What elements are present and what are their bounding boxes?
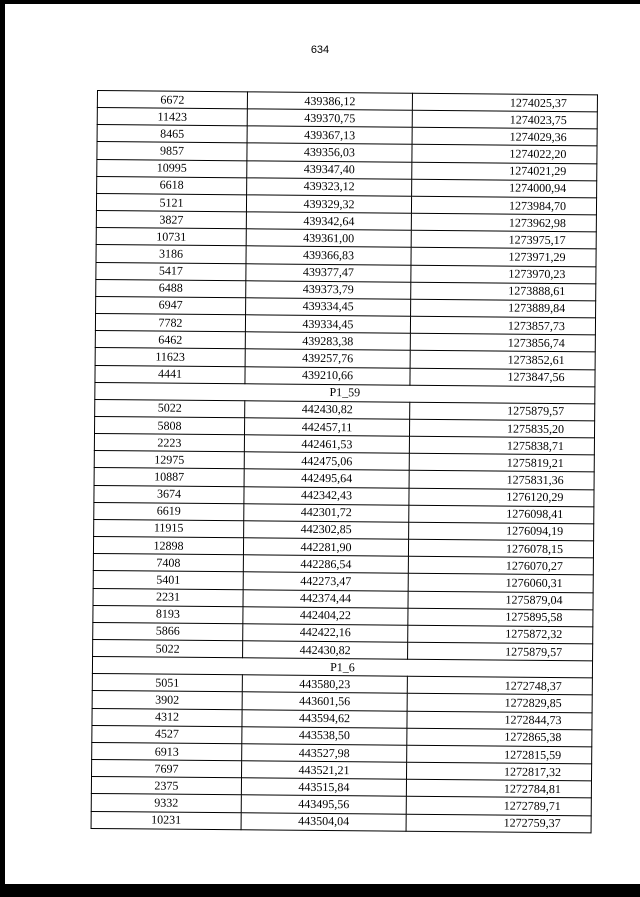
point-id-cell: 5022 — [95, 399, 245, 417]
y-coordinate-cell: 1275879,04 — [408, 591, 593, 610]
y-coordinate-cell: 1275831,36 — [409, 471, 594, 490]
y-coordinate-cell: 1273984,70 — [411, 196, 596, 215]
x-coordinate-cell: 442281,90 — [243, 538, 408, 557]
y-coordinate-cell: 1273971,29 — [411, 248, 596, 267]
coordinates-table-body — [91, 91, 597, 833]
x-coordinate-cell: 439283,38 — [245, 332, 410, 351]
x-coordinate-cell: 439323,12 — [247, 178, 412, 197]
point-id-cell: 5866 — [93, 622, 243, 640]
x-coordinate-cell: 439386,12 — [247, 92, 412, 111]
y-coordinate-cell: 1272844,73 — [407, 711, 592, 730]
y-coordinate-cell: 1276078,15 — [408, 539, 593, 558]
point-id-cell: 10731 — [96, 228, 246, 246]
point-id-cell: 4312 — [92, 708, 242, 726]
y-coordinate-cell: 1276070,27 — [408, 556, 593, 575]
x-coordinate-cell: 443515,84 — [241, 778, 406, 797]
y-coordinate-cell: 1276120,29 — [409, 488, 594, 507]
x-coordinate-cell: 439373,79 — [246, 281, 411, 300]
page-number: 634 — [310, 44, 330, 56]
y-coordinate-cell: 1275872,32 — [408, 625, 593, 644]
y-coordinate-cell: 1275895,58 — [408, 608, 593, 627]
x-coordinate-cell: 443504,04 — [241, 812, 406, 831]
y-coordinate-cell: 1272817,32 — [406, 762, 591, 781]
point-id-cell: 3902 — [92, 691, 242, 709]
point-id-cell: 10231 — [91, 811, 241, 830]
y-coordinate-cell: 1275835,20 — [409, 419, 594, 438]
y-coordinate-cell: 1272748,37 — [407, 677, 592, 696]
point-id-cell: 6947 — [96, 296, 246, 314]
point-id-cell: 4527 — [92, 725, 242, 743]
y-coordinate-cell: 1273847,56 — [410, 368, 595, 387]
y-coordinate-cell: 1274022,20 — [412, 145, 597, 164]
y-coordinate-cell: 1272759,37 — [406, 814, 591, 833]
x-coordinate-cell: 442457,11 — [244, 418, 409, 437]
y-coordinate-cell: 1276098,41 — [409, 505, 594, 524]
x-coordinate-cell: 442273,47 — [243, 572, 408, 591]
point-id-cell: 3827 — [96, 211, 246, 229]
x-coordinate-cell: 442430,82 — [245, 401, 410, 420]
point-id-cell: 11623 — [95, 348, 245, 366]
y-coordinate-cell: 1273852,61 — [410, 351, 595, 370]
point-id-cell: 2375 — [91, 777, 241, 795]
x-coordinate-cell: 442430,82 — [243, 641, 408, 660]
point-id-cell: 7782 — [95, 314, 245, 332]
y-coordinate-cell: 1273856,74 — [410, 333, 595, 352]
x-coordinate-cell: 442461,53 — [244, 435, 409, 454]
y-coordinate-cell: 1273889,84 — [411, 299, 596, 318]
x-coordinate-cell: 442301,72 — [244, 504, 409, 523]
x-coordinate-cell: 443538,50 — [242, 727, 407, 746]
scan-border-left — [0, 0, 5, 897]
point-id-cell: 7408 — [93, 554, 243, 572]
point-id-cell: 5051 — [92, 674, 242, 692]
x-coordinate-cell: 442475,06 — [244, 452, 409, 471]
x-coordinate-cell: 439356,03 — [247, 143, 412, 162]
point-id-cell: 7697 — [92, 760, 242, 778]
x-coordinate-cell: 442342,43 — [244, 486, 409, 505]
point-id-cell: 5401 — [93, 571, 243, 589]
x-coordinate-cell: 443580,23 — [242, 675, 407, 694]
y-coordinate-cell: 1273975,17 — [411, 230, 596, 249]
point-id-cell: 4441 — [95, 365, 245, 383]
x-coordinate-cell: 443527,98 — [242, 744, 407, 763]
point-id-cell: 8465 — [97, 125, 247, 143]
y-coordinate-cell: 1274025,37 — [412, 93, 597, 112]
y-coordinate-cell: 1274000,94 — [412, 179, 597, 198]
x-coordinate-cell: 439361,00 — [246, 229, 411, 248]
y-coordinate-cell: 1275838,71 — [409, 436, 594, 455]
point-id-cell: 9332 — [91, 794, 241, 812]
x-coordinate-cell: 439334,45 — [245, 315, 410, 334]
point-id-cell: 9857 — [97, 142, 247, 160]
point-id-cell: 5022 — [93, 639, 243, 657]
point-id-cell: 6913 — [92, 742, 242, 760]
x-coordinate-cell: 439342,64 — [246, 212, 411, 231]
y-coordinate-cell: 1274021,29 — [412, 162, 597, 181]
point-id-cell: 10887 — [94, 468, 244, 486]
y-coordinate-cell: 1275819,21 — [409, 454, 594, 473]
point-id-cell: 3186 — [96, 245, 246, 263]
point-id-cell: 8193 — [93, 605, 243, 623]
point-id-cell: 3674 — [94, 485, 244, 503]
x-coordinate-cell: 439210,66 — [245, 366, 410, 385]
x-coordinate-cell: 443601,56 — [242, 692, 407, 711]
x-coordinate-cell: 443521,21 — [242, 761, 407, 780]
point-id-cell: 5808 — [95, 416, 245, 434]
x-coordinate-cell: 439366,83 — [246, 246, 411, 265]
x-coordinate-cell: 439257,76 — [245, 349, 410, 368]
point-id-cell: 11915 — [94, 519, 244, 537]
point-id-cell: 12898 — [93, 537, 243, 555]
point-id-cell: 6488 — [96, 279, 246, 297]
section-label: P1_6 — [92, 657, 592, 679]
point-id-cell: 6618 — [97, 176, 247, 194]
x-coordinate-cell: 442495,64 — [244, 469, 409, 488]
x-coordinate-cell: 442422,16 — [243, 624, 408, 643]
y-coordinate-cell: 1276094,19 — [409, 522, 594, 541]
point-id-cell: 2223 — [94, 434, 244, 452]
x-coordinate-cell: 442286,54 — [243, 555, 408, 574]
y-coordinate-cell: 1274023,75 — [412, 110, 597, 129]
x-coordinate-cell: 442302,85 — [244, 521, 409, 540]
point-id-cell: 6672 — [97, 91, 247, 109]
point-id-cell: 11423 — [97, 108, 247, 126]
table-row — [91, 811, 591, 833]
point-id-cell: 2231 — [93, 588, 243, 606]
y-coordinate-cell: 1272829,85 — [407, 694, 592, 713]
coordinates-table — [91, 90, 598, 833]
x-coordinate-cell: 439377,47 — [246, 263, 411, 282]
y-coordinate-cell: 1274029,36 — [412, 128, 597, 147]
y-coordinate-cell: 1273857,73 — [410, 316, 595, 335]
scan-border-bottom — [0, 884, 640, 897]
x-coordinate-cell: 439329,32 — [246, 195, 411, 214]
point-id-cell: 12975 — [94, 451, 244, 469]
y-coordinate-cell: 1272865,38 — [407, 728, 592, 747]
point-id-cell: 5121 — [96, 193, 246, 211]
x-coordinate-cell: 443594,62 — [242, 709, 407, 728]
y-coordinate-cell: 1275879,57 — [410, 402, 595, 421]
x-coordinate-cell: 442404,22 — [243, 606, 408, 625]
point-id-cell: 6619 — [94, 502, 244, 520]
y-coordinate-cell: 1273970,23 — [411, 265, 596, 284]
y-coordinate-cell: 1272784,81 — [406, 779, 591, 798]
y-coordinate-cell: 1273888,61 — [411, 282, 596, 301]
y-coordinate-cell: 1272815,59 — [407, 745, 592, 764]
point-id-cell: 5417 — [96, 262, 246, 280]
x-coordinate-cell: 442374,44 — [243, 589, 408, 608]
x-coordinate-cell: 439347,40 — [247, 160, 412, 179]
point-id-cell: 10995 — [97, 159, 247, 177]
scan-border-top — [0, 0, 640, 4]
x-coordinate-cell: 439334,45 — [246, 298, 411, 317]
x-coordinate-cell: 439367,13 — [247, 126, 412, 145]
x-coordinate-cell: 443495,56 — [241, 795, 406, 814]
point-id-cell: 6462 — [95, 331, 245, 349]
y-coordinate-cell: 1273962,98 — [411, 213, 596, 232]
y-coordinate-cell: 1276060,31 — [408, 574, 593, 593]
y-coordinate-cell: 1275879,57 — [408, 642, 593, 661]
y-coordinate-cell: 1272789,71 — [406, 797, 591, 816]
section-label: P1_59 — [95, 382, 595, 404]
x-coordinate-cell: 439370,75 — [247, 109, 412, 128]
